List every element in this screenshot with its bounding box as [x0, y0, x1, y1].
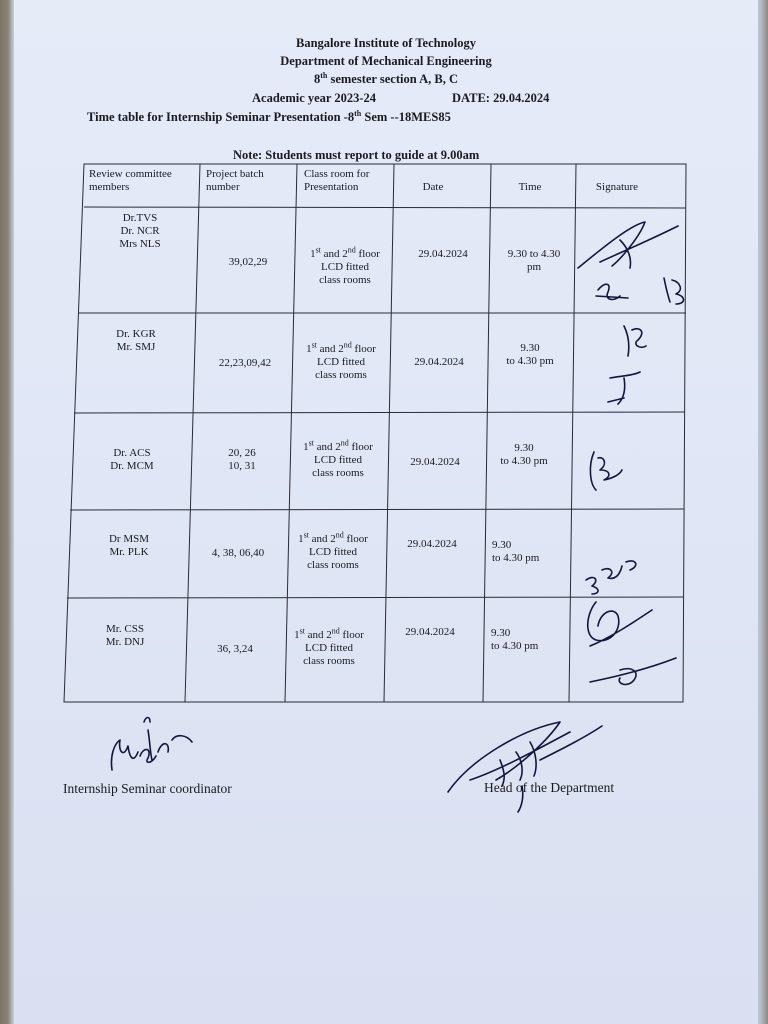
- date-cell: 29.04.2024: [407, 538, 457, 550]
- batch-number: 22,23,09,42: [218, 357, 272, 369]
- date-cell: 29.04.2024: [418, 248, 468, 260]
- batch-number: 36, 3,24: [217, 643, 253, 655]
- department-name: Department of Mechanical Engineering: [280, 54, 492, 68]
- committee-members: Dr.TVS Dr. NCR Mrs NLS: [119, 212, 161, 250]
- handwritten-signature: [448, 722, 602, 812]
- room-info: 1st and 2nd floor LCD fitted class rooms: [303, 438, 373, 479]
- handwritten-signature: [586, 561, 636, 594]
- committee-members: Dr. ACS Dr. MCM: [110, 447, 154, 472]
- date-cell: 29.04.2024: [405, 626, 455, 638]
- batch-number: 20, 26 10, 31: [228, 447, 256, 472]
- room-info: 1st and 2nd floor LCD fitted class rooms: [298, 530, 368, 571]
- document-title: Time table for Internship Seminar Presentation -8th Sem --18MES85: [87, 108, 451, 124]
- coordinator-label: Internship Seminar coordinator: [63, 781, 232, 796]
- committee-members: Dr. KGR Mr. SMJ: [116, 328, 156, 353]
- semester-line: 8th semester section A, B, C: [313, 70, 459, 86]
- header-committee: Review committee members: [89, 168, 172, 193]
- committee-members: Dr MSM Mr. PLK: [108, 533, 150, 558]
- room-info: 1st and 2nd floor LCD fitted class rooms: [306, 340, 376, 381]
- date-cell: 29.04.2024: [414, 356, 464, 368]
- academic-year: Academic year 2023-24: [252, 91, 377, 105]
- handwritten-signature: [111, 718, 192, 771]
- document-date: DATE: 29.04.2024: [452, 91, 550, 105]
- header-time: Time: [518, 181, 542, 193]
- header-room: Class room for Presentation: [304, 168, 370, 193]
- institute-name: Bangalore Institute of Technology: [296, 36, 476, 50]
- header-batch: Project batch number: [206, 168, 264, 193]
- time-cell: 9.30 to 4.30 pm: [507, 248, 561, 273]
- room-info: 1st and 2nd floor LCD fitted class rooms: [310, 245, 380, 286]
- time-cell: 9.30 to 4.30 pm: [506, 342, 554, 367]
- batch-number: 4, 38, 06,40: [211, 547, 265, 559]
- handwritten-signature: [578, 222, 684, 304]
- time-cell: 9.30 to 4.30 pm: [491, 627, 539, 652]
- batch-number: 39,02,29: [228, 256, 268, 268]
- committee-members: Mr. CSS Mr. DNJ: [105, 623, 145, 648]
- room-info: 1st and 2nd floor LCD fitted class rooms: [294, 626, 364, 667]
- report-note: Note: Students must report to guide at 9.00am: [233, 148, 480, 162]
- header-signature: Signature: [595, 181, 639, 193]
- date-cell: 29.04.2024: [410, 456, 460, 468]
- header-date: Date: [422, 181, 444, 193]
- handwritten-signature: [588, 602, 676, 684]
- time-cell: 9.30 to 4.30 pm: [500, 442, 548, 467]
- handwritten-signature: [608, 326, 646, 404]
- hod-label: Head of the Department: [484, 780, 615, 795]
- handwritten-signature: [590, 452, 622, 490]
- time-cell: 9.30 to 4.30 pm: [492, 539, 540, 564]
